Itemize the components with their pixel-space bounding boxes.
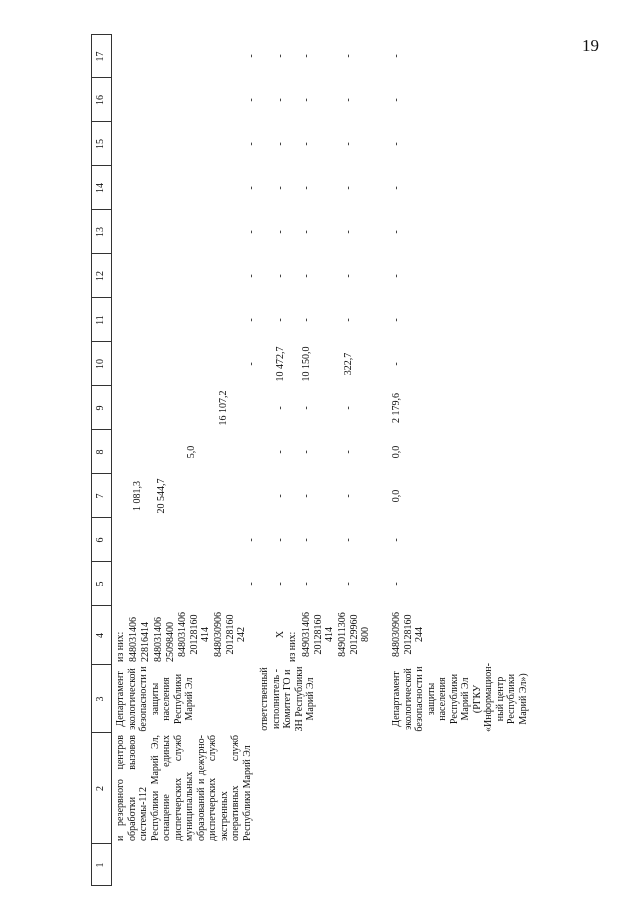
row2-code-head: X — [275, 630, 286, 639]
cell-dash: - — [246, 142, 257, 146]
row1-col7-value-2: 20 544,7 — [156, 478, 167, 514]
col-header-11: 11 — [95, 315, 106, 325]
col-header-17: 17 — [95, 51, 106, 62]
row2-sub1-head: из них: — [287, 631, 298, 662]
col-header-10: 10 — [95, 359, 106, 369]
cell-dash: - — [343, 54, 354, 58]
row2-sub1-code: 849031406 20128160 414 — [301, 612, 335, 657]
cell-dash: - — [343, 186, 354, 190]
row2-sub2-col10-value: 322,7 — [343, 352, 354, 376]
cell-dash: - — [246, 582, 257, 586]
col-header-16: 16 — [95, 95, 106, 105]
cell-dash: - — [275, 582, 286, 586]
cell-dash: - — [275, 274, 286, 278]
row1-code-2: 848031406 25098400 — [153, 617, 176, 662]
cell-dash: - — [301, 318, 312, 322]
cell-dash: - — [246, 98, 257, 102]
cell-dash: - — [391, 318, 402, 322]
cell-dash: - — [391, 582, 402, 586]
cell-dash: - — [301, 230, 312, 234]
cell-dash: - — [391, 274, 402, 278]
row3-col7-value: 0,0 — [391, 489, 402, 503]
row1-code-head: из них: — [115, 631, 126, 662]
cell-dash: - — [301, 186, 312, 190]
cell-dash: - — [391, 142, 402, 146]
header-bottom-border — [111, 34, 112, 886]
page-number: 19 — [582, 36, 599, 55]
row2-sub2-code: 849011306 20129960 800 — [337, 612, 371, 657]
row1-code-4: 848030906 20128160 242 — [213, 612, 247, 657]
cell-dash: - — [246, 54, 257, 58]
cell-dash: - — [301, 142, 312, 146]
row3-col9-value: 2 179,6 — [391, 393, 402, 423]
cell-dash: - — [343, 318, 354, 322]
col-header-4: 4 — [95, 633, 106, 638]
col-header-6: 6 — [95, 537, 106, 543]
row2-executor: ответственный исполнитель - Комитет ГО и ЗН Республики Марий Эл — [259, 666, 316, 732]
cell-dash: - — [301, 98, 312, 102]
cell-dash: - — [301, 406, 312, 410]
row3-code: 848030906 20128160 244 — [391, 612, 425, 657]
row2-col10-value: 10 472,7 — [275, 346, 286, 382]
row1-col8-value: 5,0 — [186, 445, 197, 459]
row1-code-1: 848031406 22816414 — [128, 617, 151, 662]
cell-dash: - — [343, 538, 354, 542]
cell-dash: - — [246, 362, 257, 366]
cell-dash: - — [246, 538, 257, 542]
cell-dash: - — [343, 450, 354, 454]
row3-col8-value: 0,0 — [391, 445, 402, 459]
cell-dash: - — [275, 538, 286, 542]
cell-dash: - — [275, 230, 286, 234]
cell-dash: - — [246, 274, 257, 278]
cell-dash: - — [343, 582, 354, 586]
cell-dash: - — [391, 538, 402, 542]
cell-dash: - — [391, 186, 402, 190]
cell-dash: - — [301, 274, 312, 278]
cell-dash: - — [275, 318, 286, 322]
cell-dash: - — [343, 494, 354, 498]
cell-dash: - — [246, 318, 257, 322]
cell-dash: - — [343, 142, 354, 146]
cell-dash: - — [275, 406, 286, 410]
cell-dash: - — [275, 54, 286, 58]
row3-executor: Департамент экологической безопасности и защиты населения Республики Марий Эл (РГКУ «Информацион-ный центр Республики Марий Эл») — [391, 663, 529, 732]
cell-dash: - — [301, 538, 312, 542]
cell-dash: - — [301, 582, 312, 586]
col-header-15: 15 — [95, 139, 106, 149]
cell-dash: - — [343, 230, 354, 234]
cell-dash: - — [275, 98, 286, 102]
col-header-5: 5 — [95, 581, 106, 587]
row1-executor: Департамент экологической безопасности и защиты населения Республики Марий Эл — [115, 666, 195, 732]
cell-dash: - — [391, 230, 402, 234]
col-header-2: 2 — [95, 786, 106, 791]
col-header-13: 13 — [95, 227, 106, 237]
cell-dash: - — [343, 98, 354, 102]
cell-dash: - — [246, 186, 257, 190]
col-header-14: 14 — [95, 183, 106, 193]
row1-description: и резервного центров обработки вызовов системы-112 Республики Марий Эл, оснащение единых диспетчерских служб муниципальных образований и дежурно-диспетчерских служб экстренных оперативных служб Республики Марий Эл — [115, 735, 253, 841]
cell-dash: - — [301, 450, 312, 454]
col-header-3: 3 — [95, 696, 106, 702]
cell-dash: - — [391, 98, 402, 102]
col-header-9: 9 — [95, 405, 106, 411]
row1-col9-value: 16 107,2 — [218, 390, 229, 426]
cell-dash: - — [246, 230, 257, 234]
cell-dash: - — [275, 142, 286, 146]
cell-dash: - — [275, 494, 286, 498]
col-header-8: 8 — [95, 449, 106, 455]
col-header-12: 12 — [95, 271, 106, 281]
row1-col7-value-1: 1 081,3 — [132, 481, 143, 511]
cell-dash: - — [343, 274, 354, 278]
cell-dash: - — [343, 406, 354, 410]
cell-dash: - — [275, 450, 286, 454]
col-header-1: 1 — [95, 862, 106, 868]
cell-dash: - — [301, 54, 312, 58]
budget-table — [91, 34, 639, 886]
cell-dash: - — [391, 362, 402, 366]
cell-dash: - — [275, 186, 286, 190]
row1-code-3: 848031406 20128160 414 — [177, 612, 211, 657]
col-header-7: 7 — [95, 493, 106, 499]
rotated-table — [91, 34, 639, 886]
cell-dash: - — [301, 494, 312, 498]
row2-sub1-col10-value: 10 150,0 — [301, 346, 312, 382]
cell-dash: - — [391, 54, 402, 58]
